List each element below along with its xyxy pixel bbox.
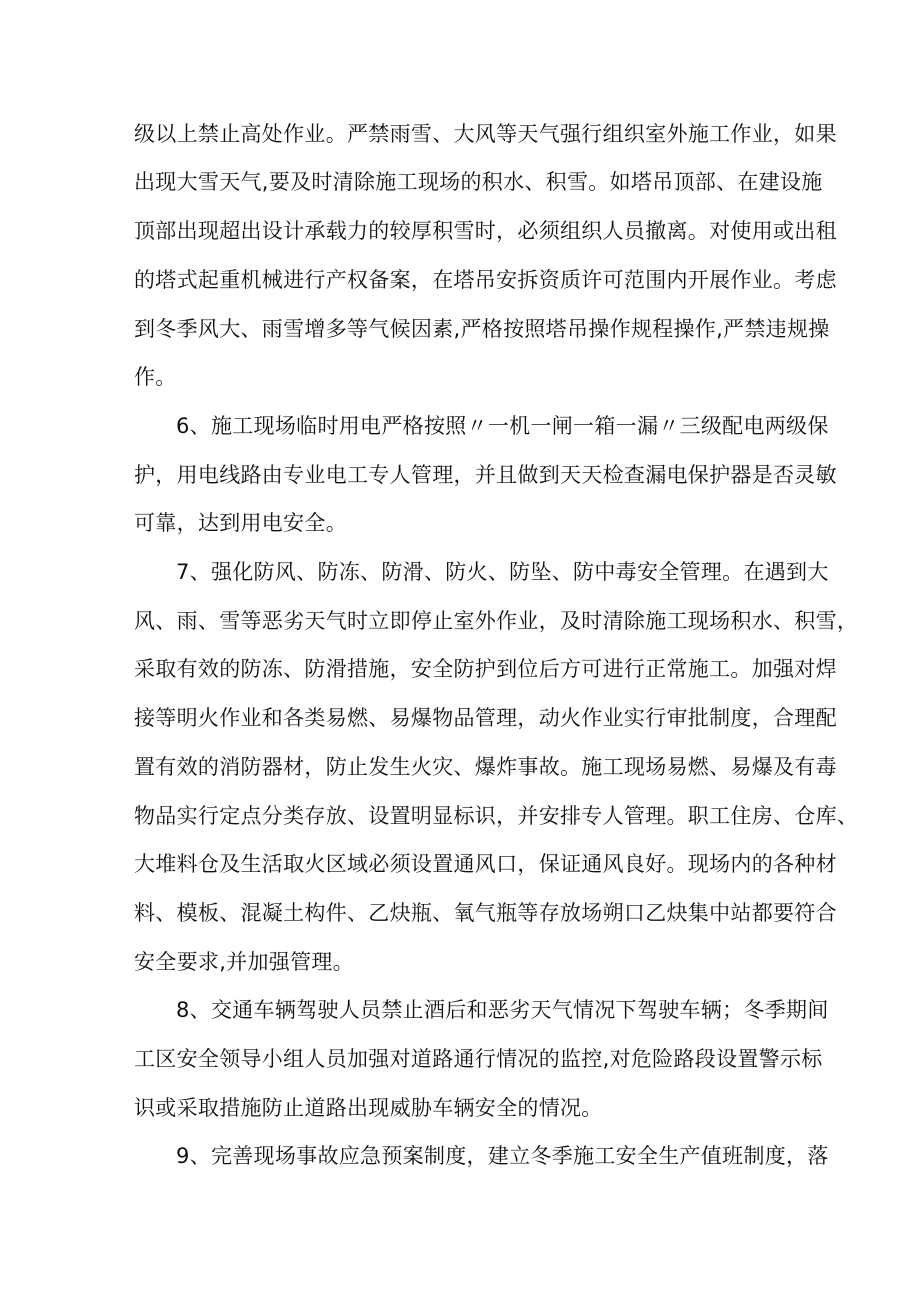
text-line: 置有效的消防器材，防止发生火灾、爆炸事故。施工现场易燃、易爆及有毒 bbox=[134, 755, 837, 779]
text-line: 大堆料仓及生活取火区域必须设置通风口，保证通风良好。现场内的各种材 bbox=[134, 852, 837, 876]
paragraph-8-first-line: 8、交通车辆驾驶人员禁止酒后和恶劣天气情况下驾驶车辆；冬季期间 bbox=[176, 998, 829, 1022]
text-line: 作。 bbox=[134, 365, 177, 389]
text-line: 接等明火作业和各类易燃、易爆物品管理，动火作业实行审批制度，合理配 bbox=[134, 706, 837, 730]
paragraph-6-first-line: 6、施工现场临时用电严格按照〃一机一闸一箱一漏〃三级配电两级保 bbox=[176, 414, 829, 438]
text-line: 识或采取措施防止道路出现威胁车辆安全的情况。 bbox=[134, 1096, 603, 1120]
text-line: 级以上禁止高处作业。严禁雨雪、大风等天气强行组织室外施工作业，如果 bbox=[134, 122, 837, 146]
text-line: 物品实行定点分类存放、设置明显标识，并安排专人管理。职工住房、仓库、 bbox=[134, 804, 859, 828]
text-line: 工区安全领导小组人员加强对道路通行情况的监控,对危险路段设置警示标 bbox=[134, 1047, 823, 1071]
text-line: 护，用电线路由专业电工专人管理，并且做到天天检查漏电保护器是否灵敏 bbox=[134, 463, 837, 487]
paragraph-9-first-line: 9、完善现场事故应急预案制度，建立冬季施工安全生产值班制度，落 bbox=[176, 1144, 829, 1168]
text-line: 顶部出现超出设计承载力的较厚积雪时，必须组织人员撤离。对使用或出租 bbox=[134, 219, 837, 243]
text-line: 料、模板、混凝土构件、乙炔瓶、氧气瓶等存放场朔口乙炔集中站都要符合 bbox=[134, 901, 837, 925]
text-line: 出现大雪天气,要及时清除施工现场的积水、积雪。如塔吊顶部、在建设施 bbox=[134, 170, 823, 194]
paragraph-7-first-line: 7、强化防风、防冻、防滑、防火、防坠、防中毒安全管理。在遇到大 bbox=[176, 560, 829, 584]
text-line: 到冬季风大、雨雪增多等气候因素,严格按照塔吊操作规程操作,严禁违规操 bbox=[134, 317, 830, 341]
text-line: 可靠，达到用电安全。 bbox=[134, 511, 347, 535]
text-line: 采取有效的防冻、防滑措施，安全防护到位后方可进行正常施工。加强对焊 bbox=[134, 657, 837, 681]
text-line: 风、雨、雪等恶劣天气时立即停止室外作业，及时清除施工现场积水、积雪， bbox=[134, 609, 859, 633]
text-line: 安全要求,并加强管理。 bbox=[134, 950, 354, 974]
text-line: 的塔式起重机械进行产权备案，在塔吊安拆资质许可范围内开展作业。考虑 bbox=[134, 268, 837, 292]
